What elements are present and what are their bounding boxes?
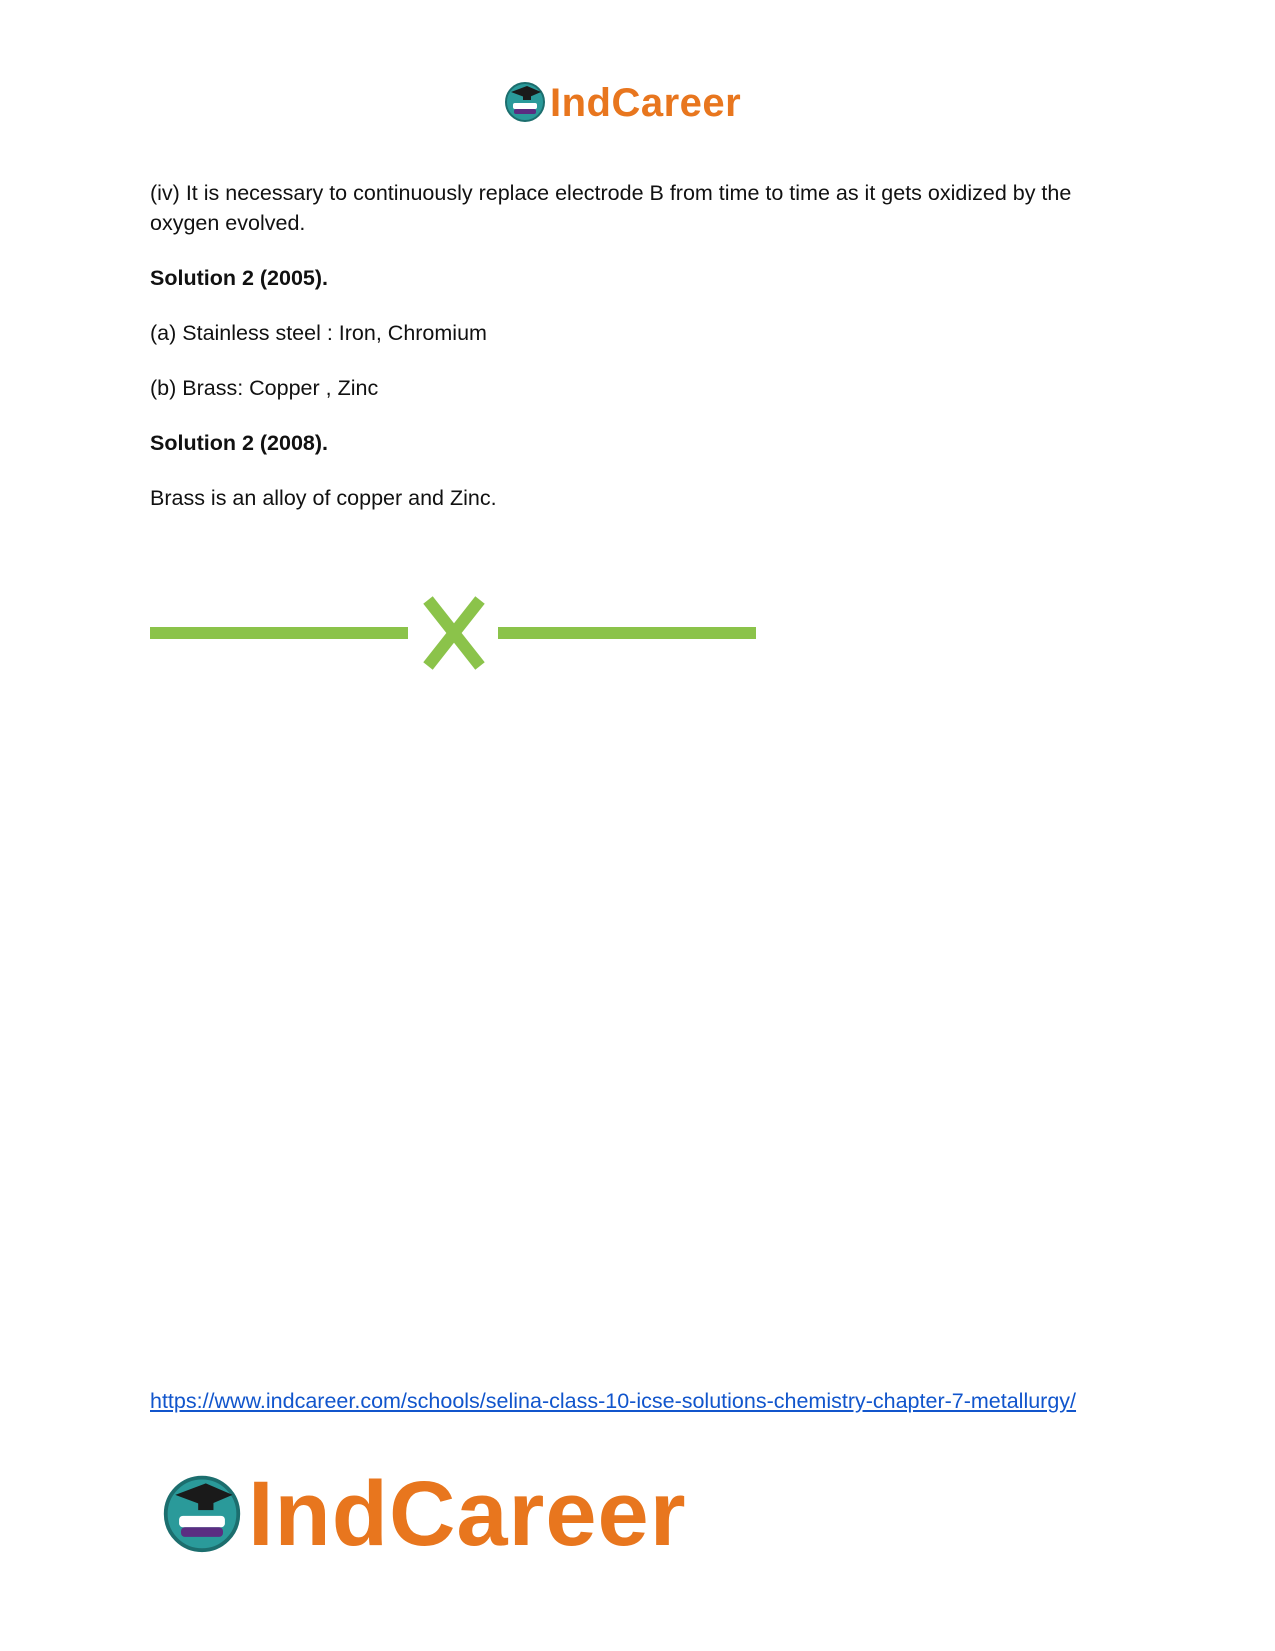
- answer-item-b: (b) Brass: Copper , Zinc: [150, 376, 379, 400]
- paragraph-iv: (iv) It is necessary to continuously replace electrode B from time to time as it gets oxidized by the oxygen evolved.: [150, 181, 1072, 235]
- footer-logo: [160, 1462, 687, 1567]
- header-logo: [503, 80, 741, 126]
- document-body: [150, 178, 1130, 538]
- source-url-link[interactable]: https://www.indcareer.com/schools/selina-class-10-icse-solutions-chemistry-chapter-7-metallurgy/: [150, 1389, 1077, 1413]
- section-separator: [150, 590, 760, 676]
- separator-line-right: [498, 627, 756, 639]
- answer-item-a: (a) Stainless steel : Iron, Chromium: [150, 321, 487, 345]
- logo-text: IndCareer: [550, 80, 742, 125]
- solution-heading-2008: Solution 2 (2008).: [150, 431, 329, 455]
- logo-text: IndCareer: [248, 1463, 687, 1565]
- separator-x-icon: [428, 600, 480, 666]
- globe-books-icon: [160, 1470, 244, 1559]
- brass-answer: Brass is an alloy of copper and Zinc.: [150, 486, 497, 510]
- globe-books-icon: [503, 79, 547, 128]
- solution-heading-2005: Solution 2 (2005).: [150, 266, 329, 290]
- separator-line-left: [150, 627, 408, 639]
